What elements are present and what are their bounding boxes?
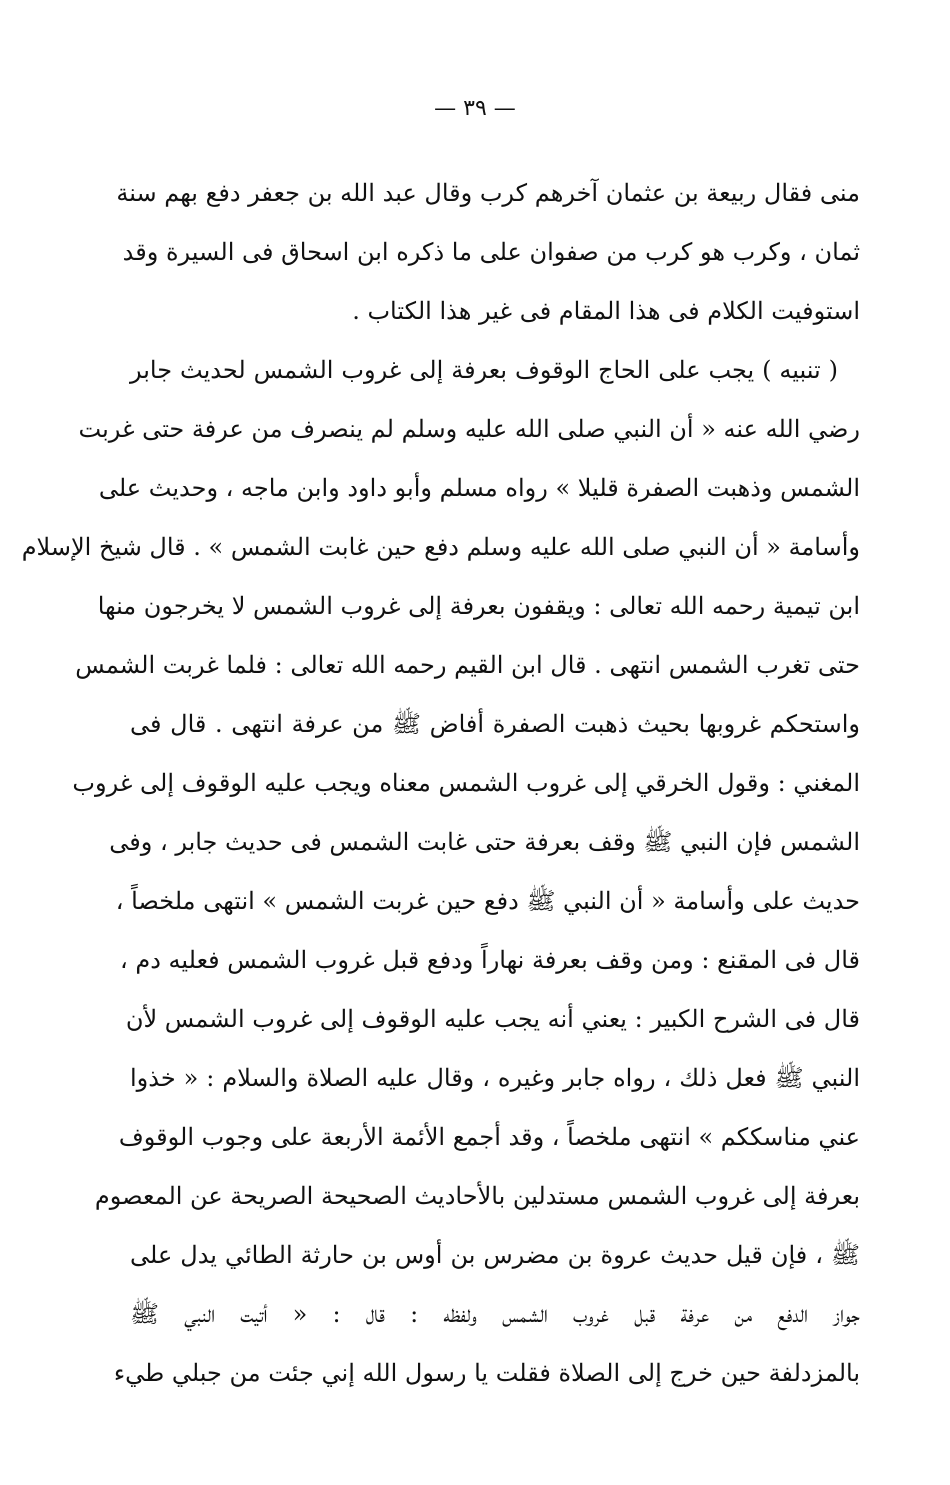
text-line: واستحكم غروبها بحيث ذهبت الصفرة أفاض ﷺ من عرفة انتهى . قال فى (130, 710, 860, 738)
text-line: المغني : وقول الخرقي إلى غروب الشمس معناه ويجب عليه الوقوف إلى غروب (72, 769, 860, 797)
text-line: عني مناسككم » انتهى ملخصاً ، وقد أجمع الأئمة الأربعة على وجوب الوقوف (118, 1123, 860, 1151)
text-line: حديث على وأسامة « أن النبي ﷺ دفع حين غربت الشمس » انتهى ملخصاً ، (115, 887, 860, 915)
text-line: حتى تغرب الشمس انتهى . قال ابن القيم رحمه الله تعالى : فلما غربت الشمس (75, 651, 860, 679)
text-line: ابن تيمية رحمه الله تعالى : ويقفون بعرفة إلى غروب الشمس لا يخرجون منها (97, 592, 860, 620)
page-number: — ٣٩ — (434, 96, 516, 121)
text-line: ( تنبيه ) يجب على الحاج الوقوف بعرفة إلى غروب الشمس لحديث جابر (130, 356, 838, 384)
text-line: قال فى المقنع : ومن وقف بعرفة نهاراً ودفع قبل غروب الشمس فعليه دم ، (119, 946, 860, 974)
text-line: النبي ﷺ فعل ذلك ، رواه جابر وغيره ، وقال عليه الصلاة والسلام : « خذوا (130, 1064, 860, 1092)
text-line: جواز الدفع من عرفة قبل غروب الشمس ولفظه : قال : « أتيت النبي ﷺ (130, 1300, 860, 1328)
body-text (21, 164, 860, 1403)
text-line: الشمس فإن النبي ﷺ وقف بعرفة حتى غابت الشمس فى حديث جابر ، وفى (109, 828, 860, 856)
text-line: بعرفة إلى غروب الشمس مستدلين بالأحاديث الصحيحة الصريحة عن المعصوم (94, 1182, 860, 1210)
text-line: ﷺ ، فإن قيل حديث عروة بن مضرس بن أوس بن حارثة الطائي يدل على (130, 1241, 860, 1269)
text-line: وأسامة « أن النبي صلى الله عليه وسلم دفع حين غابت الشمس » . قال شيخ الإسلام (21, 533, 860, 561)
text-line: بالمزدلفة حين خرج إلى الصلاة فقلت يا رسول الله إني جئت من جبلي طيء (113, 1359, 860, 1387)
text-line: استوفيت الكلام فى هذا المقام فى غير هذا الكتاب . (352, 297, 860, 325)
text-line: ثمان ، وكرب هو كرب من صفوان على ما ذكره ابن اسحاق فى السيرة وقد (122, 238, 860, 266)
text-line: الشمس وذهبت الصفرة قليلا » رواه مسلم وأبو داود وابن ماجه ، وحديث على (98, 474, 860, 502)
text-line: قال فى الشرح الكبير : يعني أنه يجب عليه الوقوف إلى غروب الشمس لأن (125, 1005, 860, 1033)
text-line: رضي الله عنه « أن النبي صلى الله عليه وسلم لم ينصرف من عرفة حتى غربت (78, 415, 860, 443)
text-line: منى فقال ربيعة بن عثمان آخرهم كرب وقال عبد الله بن جعفر دفع بهم سنة (116, 179, 860, 207)
